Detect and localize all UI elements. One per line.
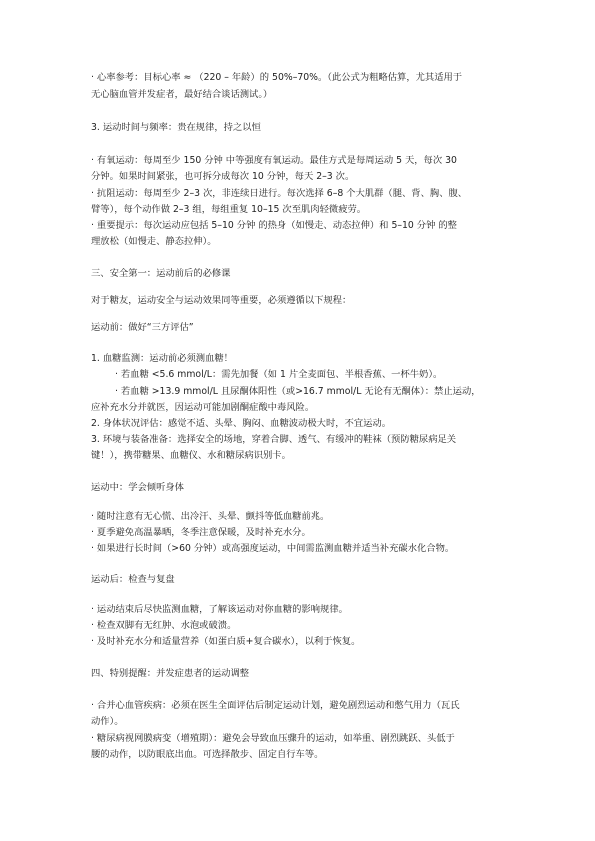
resistance-line-2: 臂等），每个动作做 2–3 组，每组重复 10–15 次至肌肉轻微疲劳。 xyxy=(91,204,367,215)
before-item-1b-line-2: 应补充水分并就医，因运动可能加剧酮症酸中毒风险。 xyxy=(91,402,315,413)
retinopathy-line-1: · 糖尿病视网膜病变（增殖期）：避免会导致血压骤升的运动，如举重、剧烈跳跃、头低于 xyxy=(91,733,455,744)
during-item-3: · 如果进行长时间（>60 分钟）或高强度运动，中间需监测血糖并适当补充碳水化合物。 xyxy=(91,543,455,554)
complications-heading: 四、特别提醒：并发症患者的运动调整 xyxy=(91,668,250,679)
cardio-line-2: 动作）。 xyxy=(91,716,124,727)
heart-rate-line-2: 无心脑血管并发症者，最好结合谈话测试。） xyxy=(91,89,273,100)
before-item-1a: · 若血糖 <5.6 mmol/L：需先加餐（如 1 片全麦面包、半根香蕉、一杯牛奶）。 xyxy=(115,369,443,380)
before-item-2: 2. 身体状况评估：感觉不适、头晕、胸闷、血糖波动极大时，不宜运动。 xyxy=(91,418,392,429)
retinopathy-line-2: 腰的动作，以防眼底出血。可选择散步、固定自行车等。 xyxy=(91,749,324,760)
during-item-1: · 随时注意有无心慌、出冷汗、头晕、颤抖等低血糖前兆。 xyxy=(91,511,330,522)
after-item-3: · 及时补充水分和适量营养（如蛋白质+复合碳水），以利于恢复。 xyxy=(91,636,361,647)
safety-heading: 三、安全第一：运动前后的必修课 xyxy=(91,268,231,279)
aerobic-line-2: 分钟。如果时间紧张，也可拆分成每次 10 分钟，每天 2–3 次。 xyxy=(91,171,355,182)
during-exercise-heading: 运动中：学会倾听身体 xyxy=(91,482,184,493)
important-tip-line-1: · 重要提示：每次运动应包括 5–10 分钟 的热身（如慢走、动态拉伸）和 5–10 分钟 的整 xyxy=(91,220,457,231)
during-item-2: · 夏季避免高温暴晒，冬季注意保暖，及时补充水分。 xyxy=(91,527,311,538)
before-exercise-heading: 运动前：做好“三方评估” xyxy=(91,322,194,333)
before-item-3-line-1: 3. 环境与装备准备：选择安全的场地，穿着合脚、透气、有缓冲的鞋袜（预防糖尿病足关 xyxy=(91,434,457,445)
after-item-1: · 运动结束后尽快监测血糖，了解该运动对你血糖的影响规律。 xyxy=(91,604,348,615)
before-item-1: 1. 血糖监测：运动前必须测血糖！ xyxy=(91,353,233,364)
resistance-line-1: · 抗阻运动：每周至少 2–3 次，非连续日进行。每次选择 6–8 个大肌群（腿、背、胸、腹、 xyxy=(91,188,468,199)
before-item-3-line-2: 键！），携带糖果、血糖仪、水和糖尿病识别卡。 xyxy=(91,450,291,461)
heart-rate-line-1: · 心率参考：目标心率 ≈ （220 – 年龄）的 50%–70%。（此公式为粗略估算，尤其适用于 xyxy=(91,72,463,83)
important-tip-line-2: 理放松（如慢走、静态拉伸）。 xyxy=(91,236,217,247)
safety-intro: 对于糖友，运动安全与运动效果同等重要，必须遵循以下规程： xyxy=(91,295,352,306)
before-item-1b-line-1: · 若血糖 >13.9 mmol/L 且尿酮体阳性（或>16.7 mmol/L 无论有无酮体）：禁止运动， xyxy=(115,386,481,397)
cardio-line-1: · 合并心血管疾病：必须在医生全面评估后制定运动计划，避免剧烈运动和憋气用力（瓦氏 xyxy=(91,700,460,711)
after-item-2: · 检查双脚有无红肿、水泡或破溃。 xyxy=(91,620,237,631)
aerobic-line-1: · 有氧运动：每周至少 150 分钟 中等强度有氧运动。最佳方式是每周运动 5 天，每次 30 xyxy=(91,155,457,166)
after-exercise-heading: 运动后：检查与复盘 xyxy=(91,574,175,585)
section-3-heading: 3. 运动时间与频率：贵在规律，持之以恒 xyxy=(91,122,261,133)
